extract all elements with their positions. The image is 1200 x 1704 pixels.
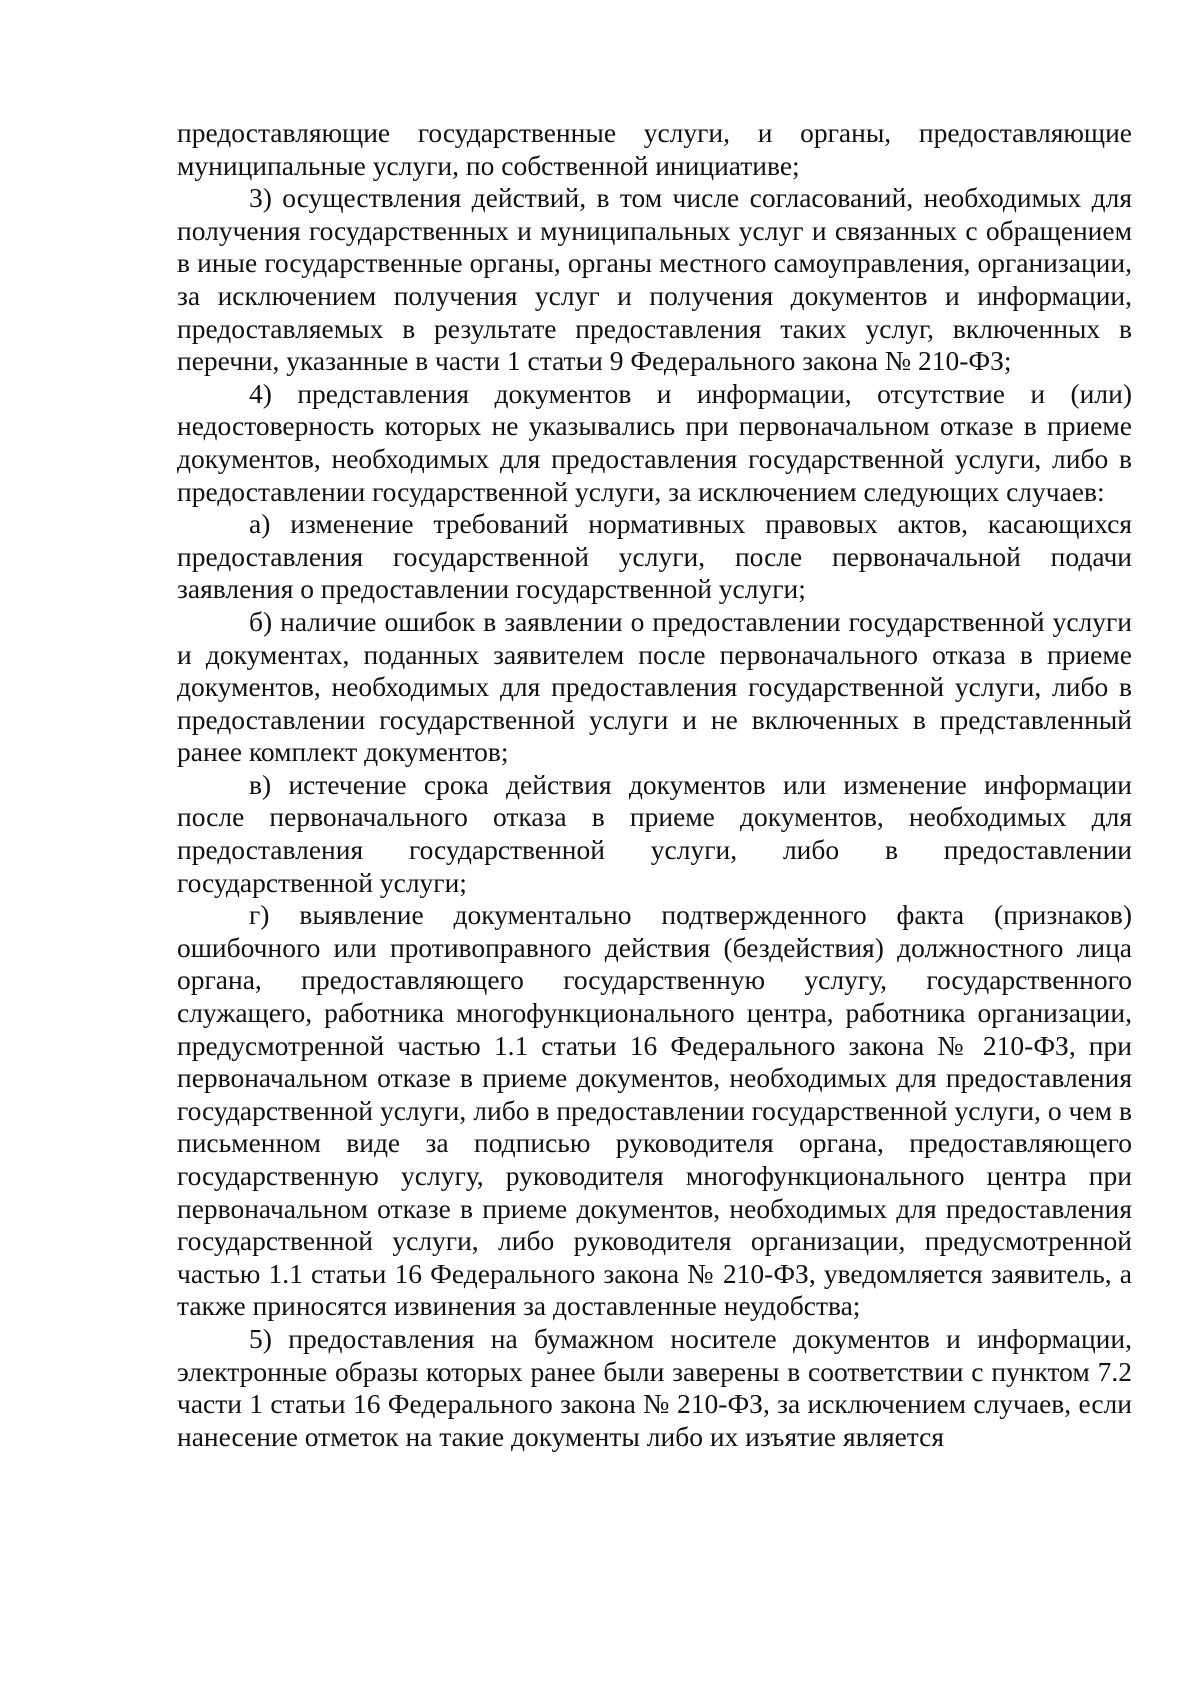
paragraph-subitem-v: в) истечение срока действия документов или изменение информации после первоначального отказа в приеме документов, необходимых для предоставления государственной услуги, либо в предоставлении государственной услуги; xyxy=(177,768,1132,898)
paragraph-item-3: 3) осуществления действий, в том числе согласований, необходимых для получения государственных и муниципальных услуг и связанных с обращением в иные государственные органы, органы местного самоуправления, организации, за исключением получения услуг и получения документов и информации, предоставляемых в результате предоставления таких услуг, включенных в перечни, указанные в части 1 статьи 9 Федерального закона № 210-ФЗ; xyxy=(177,182,1132,377)
paragraph-continuation: предоставляющие государственные услуги, и органы, предоставляющие муниципальные услуги, по собственной инициативе; xyxy=(177,117,1132,181)
paragraph-subitem-b: б) наличие ошибок в заявлении о предоставлении государственной услуги и документах, поданных заявителем после первоначального отказа в приеме документов, необходимых для предоставления государственной услуги, либо в предоставлении государственной услуги и не включенных в представленный ранее комплект документов; xyxy=(177,605,1132,768)
document-body xyxy=(177,117,1132,1453)
paragraph-item-5: 5) предоставления на бумажном носителе документов и информации, электронные образы которых ранее были заверены в соответствии с пунктом 7.2 части 1 статьи 16 Федерального закона № 210-ФЗ, за исключением случаев, если нанесение отметок на такие документы либо их изъятие является xyxy=(177,1322,1132,1452)
paragraph-item-4: 4) представления документов и информации, отсутствие и (или) недостоверность которых не указывались при первоначальном отказе в приеме документов, необходимых для предоставления государственной услуги, либо в предоставлении государственной услуги, за исключением следующих случаев: xyxy=(177,377,1132,507)
paragraph-subitem-g: г) выявление документально подтвержденного факта (признаков) ошибочного или противоправного действия (бездействия) должностного лица органа, предоставляющего государственную услугу, государственного служащего, работника многофункционального центра, работника организации, предусмотренной частью 1.1 статьи 16 Федерального закона № 210-ФЗ, при первоначальном отказе в приеме документов, необходимых для предоставления государственной услуги, либо в предоставлении государственной услуги, о чем в письменном виде за подписью руководителя органа, предоставляющего государственную услугу, руководителя многофункционального центра при первоначальном отказе в приеме документов, необходимых для предоставления государственной услуги, либо руководителя организации, предусмотренной частью 1.1 статьи 16 Федерального закона № 210-ФЗ, уведомляется заявитель, а также приносятся извинения за доставленные неудобства; xyxy=(177,899,1132,1322)
paragraph-subitem-a: а) изменение требований нормативных правовых актов, касающихся предоставления государственной услуги, после первоначальной подачи заявления о предоставлении государственной услуги; xyxy=(177,508,1132,605)
